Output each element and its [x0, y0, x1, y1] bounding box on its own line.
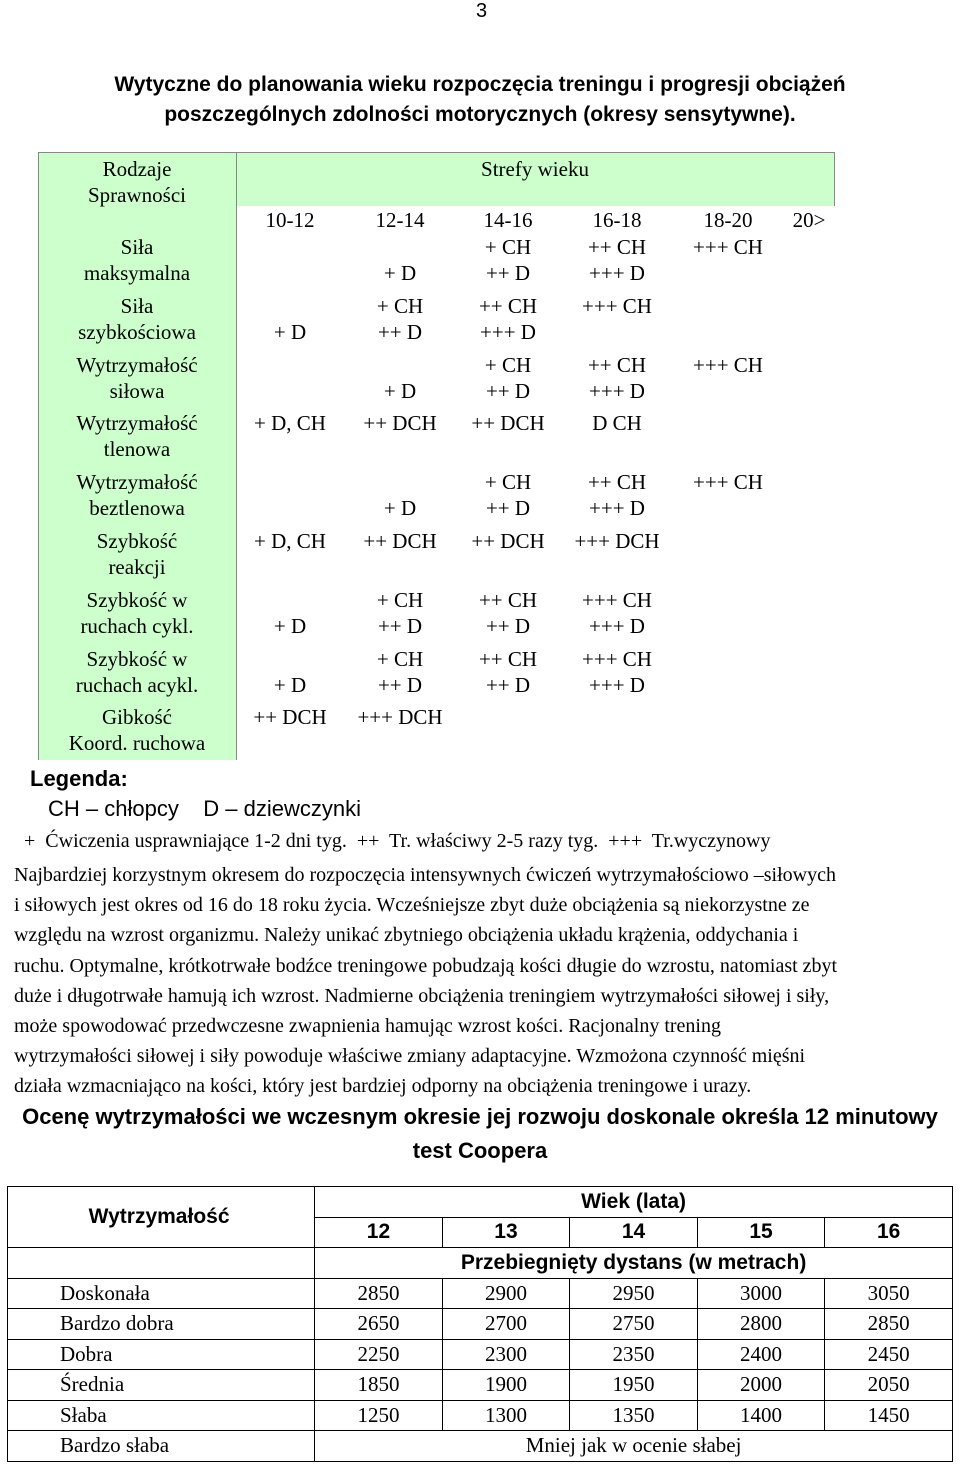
row-label: Gibkość Koord. ruchowa [68, 705, 206, 756]
row-label: Wytrzymałość beztlenowa [76, 470, 198, 521]
paragraph-line: działa wzmacniająco na kości, który jest bardziej odporny na obciążenia treningowe i urazy. [14, 1075, 752, 1098]
title-line-1: Wytyczne do planowania wieku rozpoczęcia treningu i progresji obciążeń [114, 73, 846, 96]
zone-cell: +++ CH [693, 352, 763, 377]
distance-cell: 3000 [697, 1278, 825, 1309]
distance-cell: 2850 [315, 1278, 443, 1309]
distance-cell: 1250 [315, 1400, 443, 1431]
table-row [8, 1431, 953, 1462]
zone-cell: ++ DCH [253, 705, 327, 730]
zone-cell: + CH ++ D [376, 646, 424, 697]
header-left: Rodzaje Sprawności [88, 157, 186, 207]
age-zone: 12-14 [375, 208, 425, 232]
row-label: Siła szybkościowa [78, 293, 196, 344]
distance-cell: 2900 [442, 1278, 570, 1309]
table-row [8, 1339, 953, 1370]
distance-cell: 2050 [825, 1370, 953, 1401]
age-zone: 16-18 [592, 208, 642, 232]
row-label: Szybkość w ruchach cykl. [80, 587, 194, 638]
distance-cell: 2450 [825, 1339, 953, 1370]
distance-cell: 1850 [315, 1370, 443, 1401]
zone-cell: +++ CH [693, 470, 763, 495]
zone-cell: + D [273, 613, 307, 638]
zone-cell: + CH ++ D [484, 352, 532, 403]
zone-cell: + CH ++ D [376, 293, 424, 344]
age-zone: 20> [792, 208, 826, 232]
zone-cell: +++ CH [582, 293, 652, 318]
age-cell: 16 [825, 1217, 953, 1248]
zone-cell: ++ DCH [471, 411, 545, 436]
age-cell: 12 [315, 1217, 443, 1248]
zone-cell: ++ CH +++ D [587, 352, 647, 403]
row-label: Wytrzymałość tlenowa [76, 411, 198, 462]
zone-cell: + CH ++ D [376, 587, 424, 638]
title-line-2: poszczególnych zdolności motorycznych (okresy sensytywne). [164, 103, 796, 126]
zone-cell: ++ DCH [363, 411, 437, 436]
distance-cell: 2700 [442, 1309, 570, 1340]
age-cell: 15 [697, 1217, 825, 1248]
row-label: Średnia [8, 1370, 315, 1401]
zone-cell: ++ CH +++ D [587, 235, 647, 285]
paragraph-line: i siłowych jest okres od 16 do 18 roku życia. Wcześniejsze zbyt duże obciążenia są niekorzystne ze [14, 894, 810, 917]
distance-cell: 2300 [442, 1339, 570, 1370]
row-label: Dobra [8, 1339, 315, 1370]
paragraph-line: wytrzymałości siłowej i siły powoduje właściwe zmiany adaptacyjne. Wzmożona czynność mięśni [14, 1045, 806, 1068]
legend-heading: Legenda: [30, 766, 128, 791]
zone-cell: + D [383, 261, 417, 285]
distance-cell: 2850 [825, 1309, 953, 1340]
row-label: Siła maksymalna [83, 235, 191, 285]
distance-header: Przebiegnięty dystans (w metrach) [315, 1248, 953, 1279]
table-row [8, 1370, 953, 1401]
distance-cell: 2750 [570, 1309, 698, 1340]
zone-cell: +++ CH +++ D [582, 646, 652, 697]
zone-cell: + D, CH [254, 529, 326, 553]
cooper-heading-line-2: test Coopera [412, 1138, 548, 1163]
paragraph-line: Najbardziej korzystnym okresem do rozpoczęcia intensywnych ćwiczeń wytrzymałościowo –siłowych [14, 864, 836, 886]
row-label: Szybkość reakcji [96, 529, 178, 579]
distance-cell: 2650 [315, 1309, 443, 1340]
zone-cell: ++ DCH [363, 529, 437, 553]
row-note: Mniej jak w ocenie słabej [315, 1431, 953, 1462]
zone-cell: +++ CH +++ D [582, 587, 652, 638]
paragraph-line: względu na wzrost organizmu. Należy unikać zbytniego obciążenia układu krążenia, oddychania i [14, 924, 799, 947]
distance-cell: 2400 [697, 1339, 825, 1370]
cooper-heading-line-1: Ocenę wytrzymałości we wczesnym okresie jej rozwoju doskonale określa 12 minutowy [22, 1104, 938, 1129]
zone-cell: + CH ++ D [484, 235, 532, 285]
page-title [0, 70, 960, 130]
zone-cell: ++ DCH [471, 529, 545, 553]
distance-cell: 2250 [315, 1339, 443, 1370]
zone-cell: ++ CH +++ D [478, 293, 538, 344]
row-label: Szybkość w ruchach acykl. [75, 646, 199, 697]
zone-cell: ++ CH ++ D [478, 587, 538, 638]
row-label: Bardzo słaba [8, 1431, 315, 1462]
body-paragraph [14, 860, 950, 1102]
table-row [8, 1309, 953, 1340]
paragraph-line: może spowodować przedwczesne zwapnienia hamując wzrost kości. Racjonalny trening [14, 1015, 721, 1038]
zone-cell: + D [383, 496, 417, 521]
age-zone: 18-20 [703, 208, 753, 232]
zone-cell: ++ CH ++ D [478, 646, 538, 697]
distance-cell: 2350 [570, 1339, 698, 1370]
zone-cell: ++ CH +++ D [587, 470, 647, 521]
cooper-heading [0, 1100, 960, 1168]
age-cell: 14 [570, 1217, 698, 1248]
cooper-corner: Wytrzymałość [8, 1187, 315, 1248]
distance-cell: 1350 [570, 1400, 698, 1431]
row-label: Słaba [8, 1400, 315, 1431]
age-zone: 10-12 [265, 208, 315, 232]
zone-cell: + D, CH [254, 411, 326, 436]
page-number: 3 [476, 0, 488, 22]
distance-cell: 2800 [697, 1309, 825, 1340]
zone-cell: +++ DCH [357, 705, 443, 730]
header-top: Strefy wieku [481, 157, 589, 181]
zone-cell: +++ DCH [574, 529, 660, 553]
zone-cell: + D [383, 378, 417, 403]
distance-cell: 1400 [697, 1400, 825, 1431]
row-label: Bardzo dobra [8, 1309, 315, 1340]
legend-line-2: + Ćwiczenia usprawniające 1-2 dni tyg. ++ Tr. właściwy 2-5 razy tyg. +++ Tr.wyczynowy [24, 830, 771, 852]
age-header: Wiek (lata) [315, 1187, 953, 1218]
distance-cell: 1900 [442, 1370, 570, 1401]
row-label: Wytrzymałość siłowa [76, 352, 198, 403]
distance-cell: 3050 [825, 1278, 953, 1309]
table-row [8, 1278, 953, 1309]
zone-cell: + D [273, 319, 307, 344]
zone-cell: + D [273, 672, 307, 697]
age-zone: 14-16 [483, 208, 533, 232]
row-label: Doskonała [8, 1278, 315, 1309]
age-cell: 13 [442, 1217, 570, 1248]
legend-line-1: CH – chłopcy D – dziewczynki [48, 796, 361, 821]
zone-cell: D CH [592, 411, 642, 436]
distance-cell: 1300 [442, 1400, 570, 1431]
zone-cell: + CH ++ D [484, 470, 532, 521]
distance-cell: 1950 [570, 1370, 698, 1401]
zone-cell: +++ CH [693, 235, 763, 259]
table-row [8, 1400, 953, 1431]
distance-cell: 1450 [825, 1400, 953, 1431]
paragraph-line: ruchu. Optymalne, krótkotrwałe bodźce treningowe pobudzają kości długie do wzrostu, natomiast zbyt [14, 954, 838, 977]
paragraph-line: duże i długotrwałe hamują ich wzrost. Nadmierne obciążenia treningiem wytrzymałości siłowej i siły, [14, 984, 830, 1007]
distance-cell: 2950 [570, 1278, 698, 1309]
cooper-test-table [7, 1186, 953, 1462]
distance-cell: 2000 [697, 1370, 825, 1401]
